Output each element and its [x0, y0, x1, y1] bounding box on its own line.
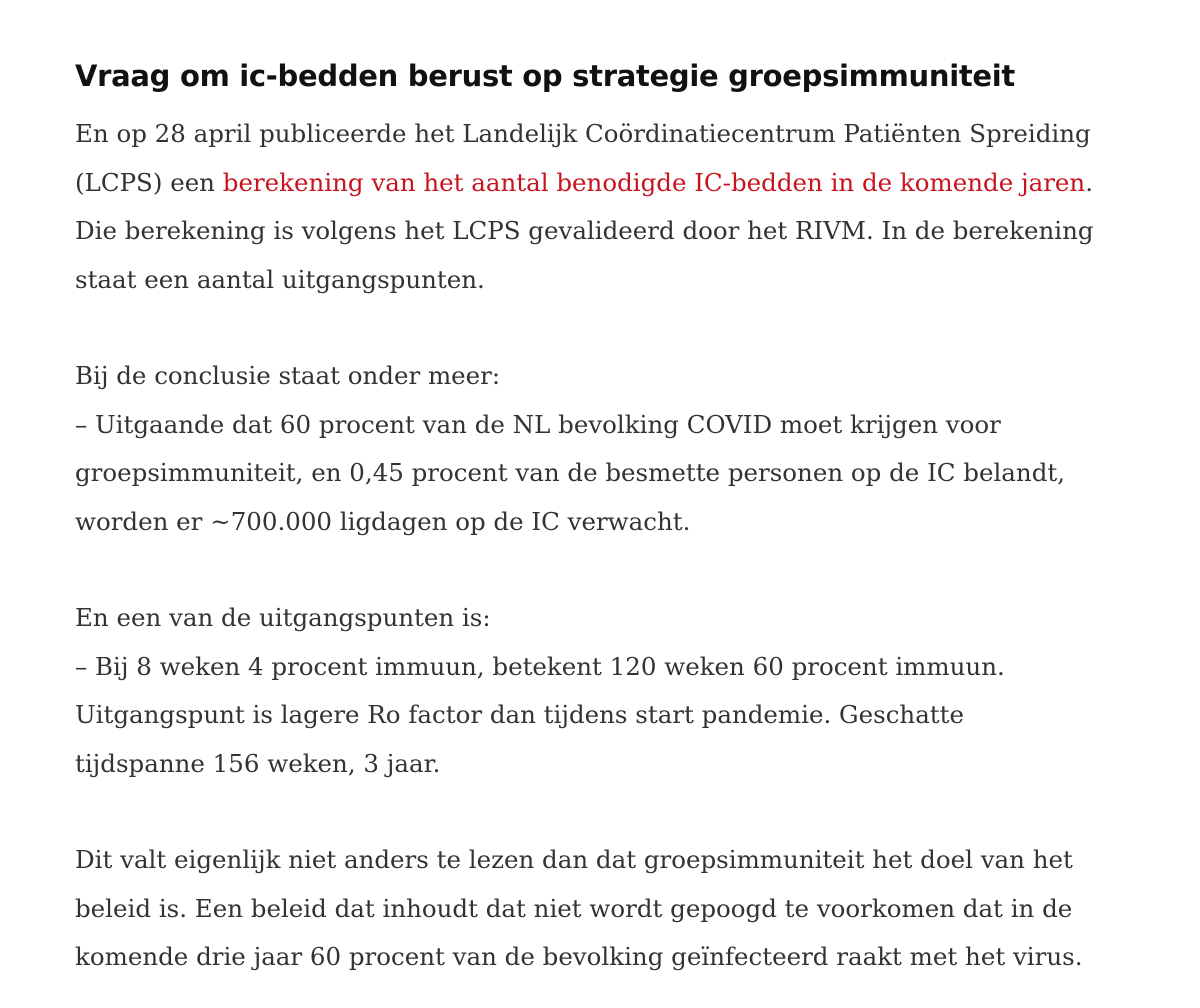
article	[75, 52, 1155, 982]
text-line: komende drie jaar 60 procent van de bevolking geïnfecteerd raakt met het virus.	[75, 942, 1083, 971]
paragraph-policy-interpretation	[75, 836, 1155, 982]
text-line: beleid is. Een beleid dat inhoudt dat niet wordt gepoogd te voorkomen dat in de	[75, 893, 1073, 923]
text-line: Uitgangspunt is lagere Ro factor dan tijdens start pandemie. Geschatte	[75, 700, 964, 729]
text-fragment: .	[1085, 167, 1094, 197]
text-line: En een van de uitgangspunten is:	[75, 603, 491, 632]
text-line: tijdspanne 156 weken, 3 jaar.	[75, 748, 441, 778]
text-line: Die berekening is volgens het LCPS gevalideerd door het RIVM. In de berekening	[75, 216, 1094, 245]
text-line-with-link	[75, 159, 1155, 208]
text-line: – Bij 8 weken 4 procent immuun, betekent 120 weken 60 procent immuun.	[75, 651, 1005, 681]
text-fragment: (LCPS) een	[75, 167, 223, 197]
lcps-calculation-link[interactable]: berekening van het aantal benodigde IC-bedden in de komende jaren	[222, 167, 1086, 197]
text-line: staat een aantal uitgangspunten.	[75, 264, 485, 294]
paragraph-conclusion	[75, 352, 1155, 546]
text-line: En op 28 april publiceerde het Landelijk Coördinatiecentrum Patiënten Spreiding	[75, 119, 1091, 148]
paragraph-lcps-calculation	[75, 110, 1155, 304]
paragraph-assumptions	[75, 594, 1155, 788]
text-line: worden er ~700.000 ligdagen op de IC verwacht.	[75, 506, 691, 536]
article-heading: Vraag om ic-bedden berust op strategie groepsimmuniteit	[75, 59, 1015, 93]
text-line: – Uitgaande dat 60 procent van de NL bevolking COVID moet krijgen voor	[75, 409, 1001, 439]
text-line: groepsimmuniteit, en 0,45 procent van de besmette personen op de IC belandt,	[75, 458, 1066, 487]
text-line: Dit valt eigenlijk niet anders te lezen dan dat groepsimmuniteit het doel van het	[75, 845, 1073, 874]
text-line: Bij de conclusie staat onder meer:	[75, 361, 501, 390]
